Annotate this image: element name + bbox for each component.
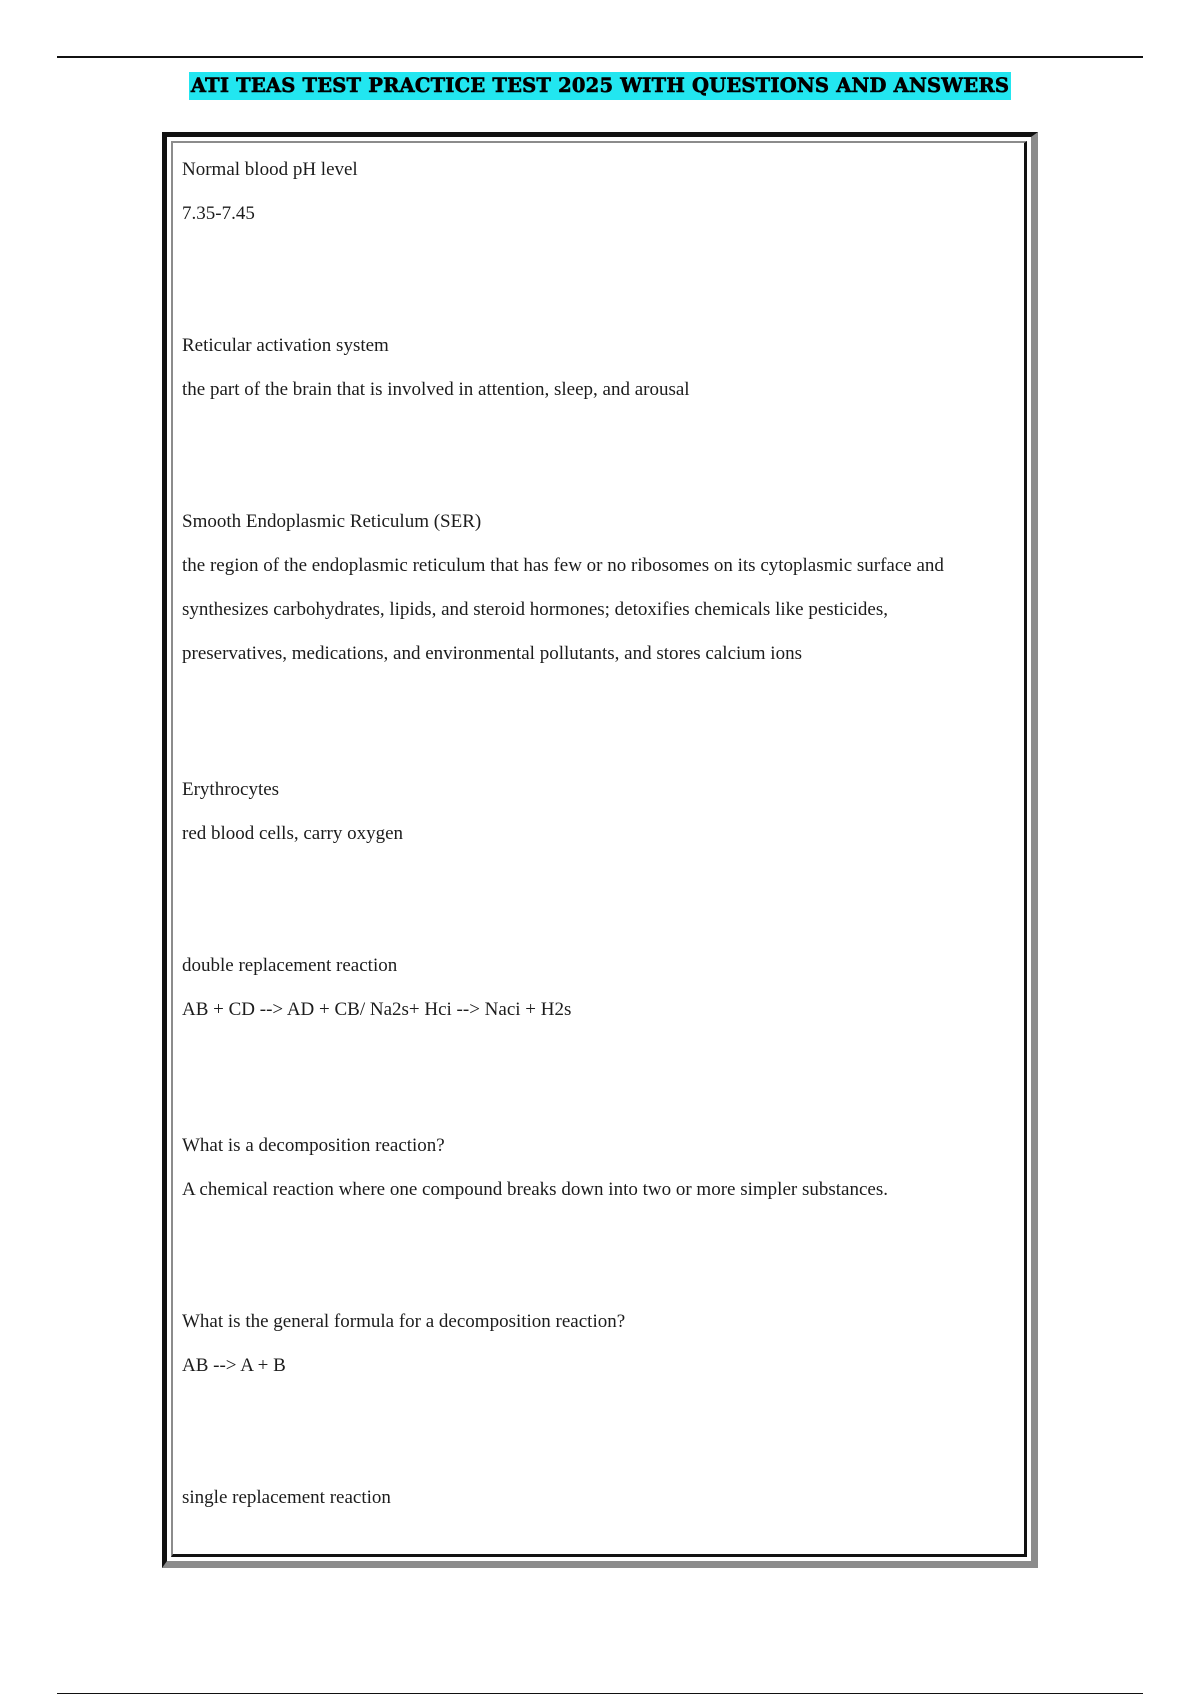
answer-text: red blood cells, carry oxygen bbox=[182, 823, 404, 844]
question-text: Smooth Endoplasmic Reticulum (SER) bbox=[182, 511, 482, 532]
qa-list bbox=[182, 148, 1017, 1520]
qa-entry bbox=[182, 148, 1017, 236]
question-text: double replacement reaction bbox=[182, 955, 398, 976]
answer-text: AB + CD --> AD + CB/ Na2s+ Hci --> Naci + H2s bbox=[182, 999, 572, 1020]
document-title: ATI TEAS TEST PRACTICE TEST 2025 WITH QUESTIONS AND ANSWERS bbox=[189, 72, 1011, 100]
question-text: single replacement reaction bbox=[182, 1487, 391, 1508]
question-text: What is a decomposition reaction? bbox=[182, 1135, 445, 1156]
question-text: Reticular activation system bbox=[182, 335, 389, 356]
qa-entry bbox=[182, 500, 1017, 676]
qa-entry bbox=[182, 1124, 1017, 1212]
bottom-rule bbox=[57, 1693, 1143, 1694]
answer-text-line: synthesizes carbohydrates, lipids, and steroid hormones; detoxifies chemicals like pesticides, bbox=[182, 599, 888, 620]
question-text: What is the general formula for a decomposition reaction? bbox=[182, 1311, 626, 1332]
top-rule bbox=[57, 56, 1143, 58]
answer-text: AB --> A + B bbox=[182, 1355, 286, 1376]
qa-entry bbox=[182, 324, 1017, 412]
answer-text: A chemical reaction where one compound breaks down into two or more simpler substances. bbox=[182, 1179, 888, 1200]
qa-entry bbox=[182, 1300, 1017, 1388]
answer-text: 7.35-7.45 bbox=[182, 203, 255, 224]
qa-entry bbox=[182, 944, 1017, 1032]
answer-text-line: the region of the endoplasmic reticulum that has few or no ribosomes on its cytoplasmic surface and bbox=[182, 555, 944, 576]
question-text: Erythrocytes bbox=[182, 779, 280, 800]
answer-text: the part of the brain that is involved in attention, sleep, and arousal bbox=[182, 379, 690, 400]
question-text: Normal blood pH level bbox=[182, 159, 358, 180]
title-banner bbox=[0, 72, 1200, 100]
answer-text-line: preservatives, medications, and environmental pollutants, and stores calcium ions bbox=[182, 643, 802, 664]
qa-entry bbox=[182, 768, 1017, 856]
qa-entry bbox=[182, 1476, 1017, 1520]
